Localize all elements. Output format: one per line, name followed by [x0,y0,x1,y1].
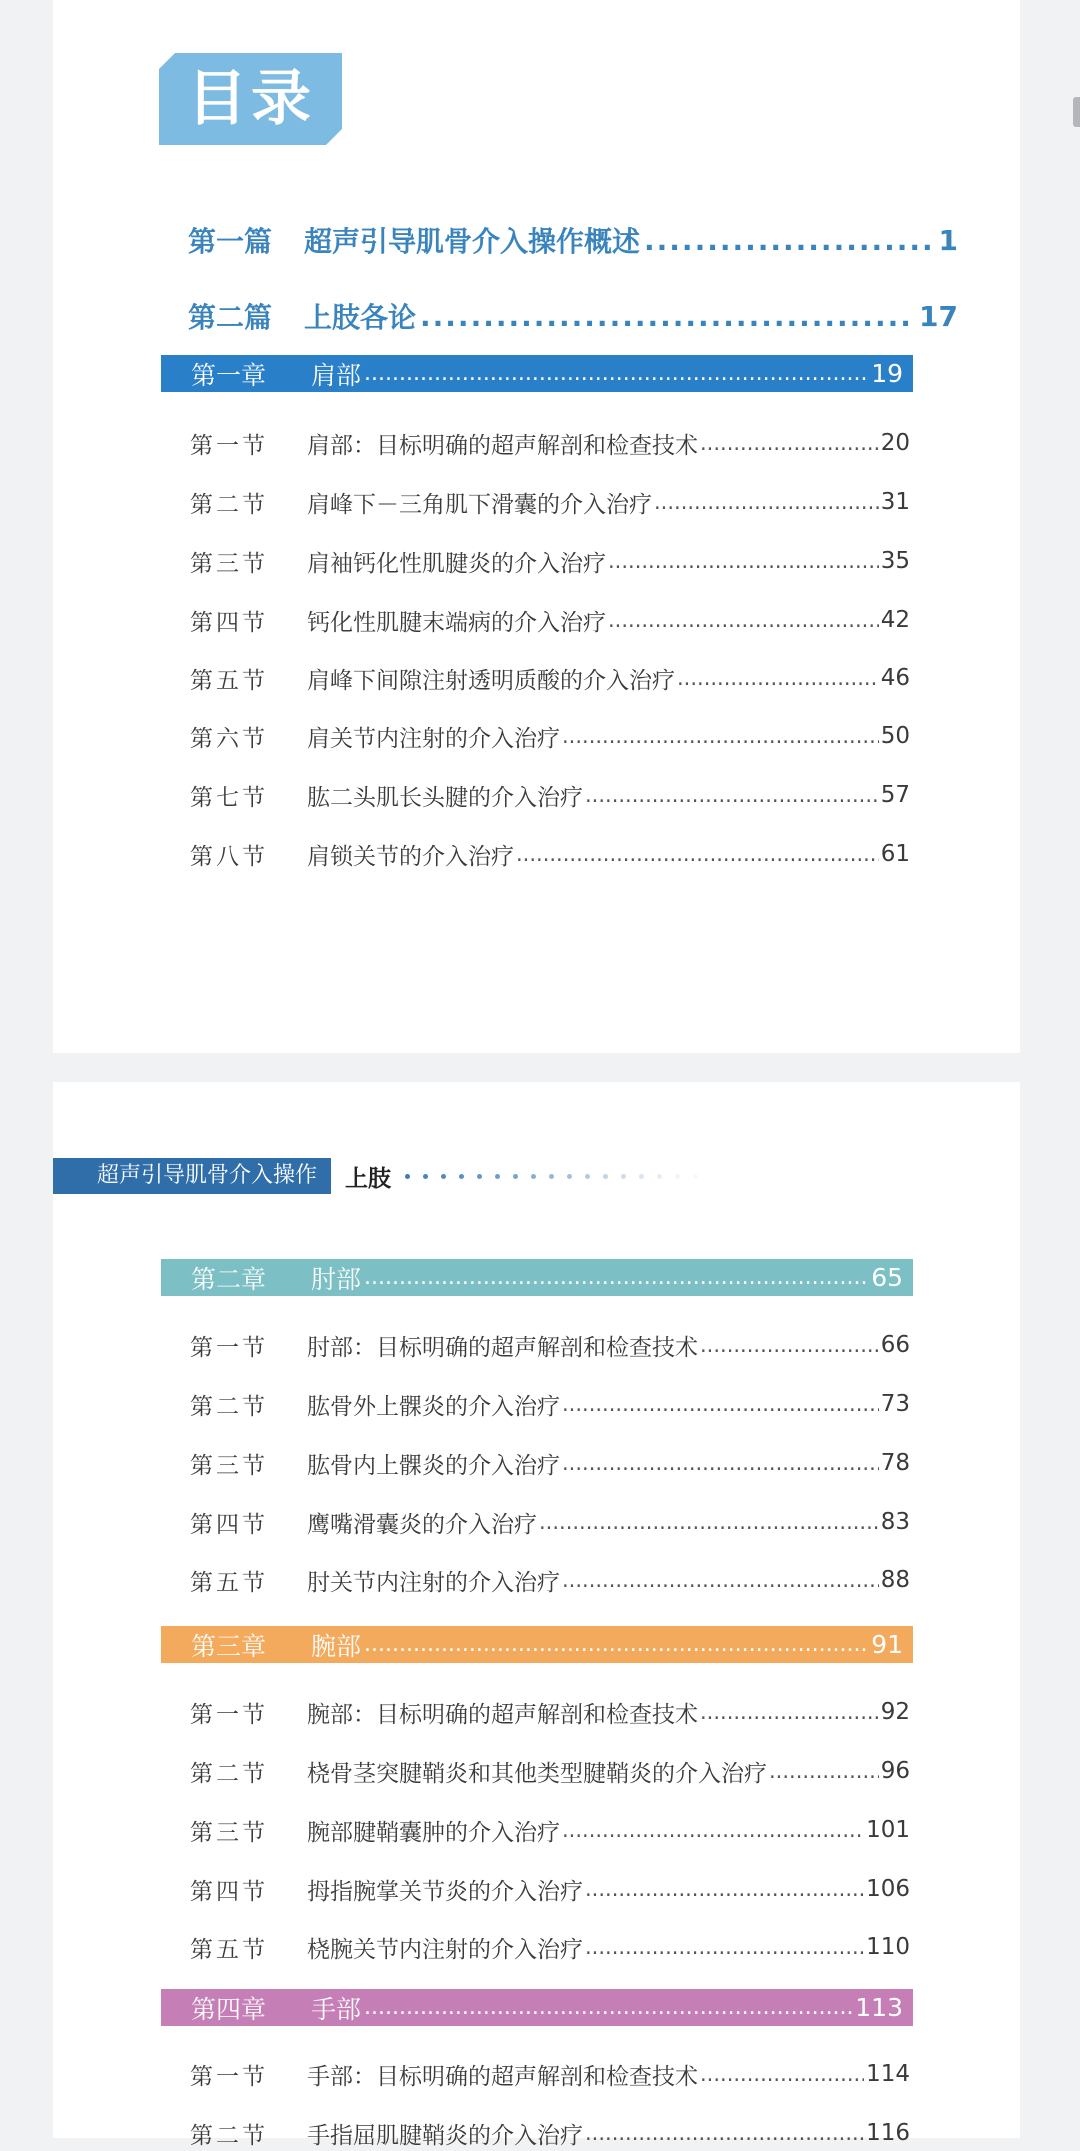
section-number: 第八节 [190,843,268,870]
leader-dots [677,666,879,690]
leader-dots [364,1265,868,1290]
toc-section[interactable] [190,1562,910,1598]
toc-section[interactable] [190,1753,910,1789]
section-number: 第二节 [190,2122,268,2149]
toc-section[interactable] [190,777,910,813]
section-number: 第五节 [190,1569,268,1596]
leader-dots [585,2121,864,2145]
chapter-title: 肩部 [311,360,362,390]
toc-chapter-2[interactable] [161,1259,913,1296]
toc-section[interactable] [190,2056,910,2092]
toc-chapter-3[interactable] [161,1626,913,1663]
leader-dots [562,1392,879,1416]
section-number: 第二节 [190,1393,268,1420]
section-number: 第一节 [190,432,268,459]
leader-dots [700,1333,879,1357]
section-number: 第四节 [190,1878,268,1905]
section-page: 66 [880,1332,910,1358]
section-page: 96 [880,1758,910,1784]
part-number: 第二篇 [188,301,273,334]
section-number: 第三节 [190,1819,268,1846]
leader-dots [644,224,935,257]
leader-dots [562,1451,879,1475]
chapter-title: 肘部 [311,1264,362,1294]
section-page: 88 [880,1567,910,1593]
chapter-page: 91 [871,1630,903,1659]
toc-section[interactable] [190,425,910,461]
section-page: 42 [880,607,910,633]
toc-section[interactable] [190,1327,910,1363]
toc-section[interactable] [190,1386,910,1422]
section-title: 肩部：目标明确的超声解剖和检查技术 [307,432,698,459]
toc-chapter-4[interactable] [161,1989,913,2026]
section-number: 第四节 [190,1511,268,1538]
chapter-number: 第四章 [191,1994,267,2024]
section-number: 第一节 [190,1334,268,1361]
chapter-title: 手部 [311,1994,362,2024]
section-title: 肱骨内上髁炎的介入治疗 [307,1452,560,1479]
section-number: 第二节 [190,1760,268,1787]
section-page: 73 [880,1391,910,1417]
toc-section[interactable] [190,1871,910,1907]
section-page: 35 [880,548,910,574]
leader-dots [364,361,868,386]
chapter-number: 第三章 [191,1631,267,1661]
section-title: 桡骨茎突腱鞘炎和其他类型腱鞘炎的介入治疗 [307,1760,767,1787]
chapter-number: 第二章 [191,1264,267,1294]
toc-part-2[interactable] [188,294,958,338]
running-header-book-title: 超声引导肌骨介入操作 [53,1158,331,1194]
chapter-page: 113 [855,1993,903,2022]
section-title: 桡腕关节内注射的介入治疗 [307,1936,583,1963]
section-page: 92 [880,1699,910,1725]
section-page: 31 [880,489,910,515]
leader-dots [608,608,879,632]
section-page: 20 [880,430,910,456]
leader-dots [364,1632,868,1657]
section-page: 57 [880,782,910,808]
running-header-part: 上肢 [345,1164,392,1192]
leader-dots [585,1935,864,1959]
section-number: 第一节 [190,2063,268,2090]
section-page: 46 [880,665,910,691]
toc-section[interactable] [190,1929,910,1965]
section-page: 110 [866,1934,910,1960]
toc-section[interactable] [190,1812,910,1848]
toc-part-1[interactable] [188,218,958,262]
section-number: 第四节 [190,609,268,636]
part-page: 1 [938,223,958,257]
section-title: 肩关节内注射的介入治疗 [307,725,560,752]
section-title: 肘部：目标明确的超声解剖和检查技术 [307,1334,698,1361]
section-title: 肱骨外上髁炎的介入治疗 [307,1393,560,1420]
leader-dots [516,842,879,866]
section-title: 肩峰下间隙注射透明质酸的介入治疗 [307,667,675,694]
leader-dots [562,1818,864,1842]
toc-section[interactable] [190,484,910,520]
toc-page-1 [53,0,1020,1053]
section-title: 腕部：目标明确的超声解剖和检查技术 [307,1701,698,1728]
section-title: 肱二头肌长头腱的介入治疗 [307,784,583,811]
section-page: 116 [866,2120,910,2146]
decorative-dots [405,1174,711,1179]
leader-dots [700,2062,864,2086]
section-number: 第三节 [190,550,268,577]
leader-dots [585,783,879,807]
leader-dots [539,1510,879,1534]
section-number: 第二节 [190,491,268,518]
leader-dots [700,431,879,455]
toc-section[interactable] [190,718,910,754]
toc-section[interactable] [190,2115,910,2151]
leader-dots [562,1568,879,1592]
chapter-title: 腕部 [311,1631,362,1661]
section-title: 拇指腕掌关节炎的介入治疗 [307,1878,583,1905]
leader-dots [585,1877,864,1901]
section-number: 第三节 [190,1452,268,1479]
leader-dots [769,1759,879,1783]
section-title: 手指屈肌腱鞘炎的介入治疗 [307,2122,583,2149]
leader-dots [364,1995,852,2020]
section-title: 手部：目标明确的超声解剖和检查技术 [307,2063,698,2090]
toc-chapter-1[interactable] [161,355,913,392]
section-title: 肩袖钙化性肌腱炎的介入治疗 [307,550,606,577]
chapter-number: 第一章 [191,360,267,390]
section-page: 83 [880,1509,910,1535]
section-page: 61 [880,841,910,867]
section-title: 肘关节内注射的介入治疗 [307,1569,560,1596]
section-number: 第六节 [190,725,268,752]
toc-section[interactable] [190,602,910,638]
section-page: 114 [866,2061,910,2087]
scrollbar-thumb[interactable] [1073,97,1080,127]
part-title: 上肢各论 [304,301,417,334]
leader-dots [700,1700,879,1724]
leader-dots [420,300,915,333]
section-number: 第五节 [190,1936,268,1963]
part-title: 超声引导肌骨介入操作概述 [304,225,641,258]
section-number: 第七节 [190,784,268,811]
toc-title-tag [159,53,342,145]
section-title: 钙化性肌腱末端病的介入治疗 [307,609,606,636]
chapter-page: 19 [871,359,903,388]
toc-title: 目录 [187,64,315,134]
section-title: 腕部腱鞘囊肿的介入治疗 [307,1819,560,1846]
part-page: 17 [919,299,958,333]
toc-section[interactable] [190,543,910,579]
toc-section[interactable] [190,1504,910,1540]
toc-section[interactable] [190,1445,910,1481]
section-number: 第一节 [190,1701,268,1728]
toc-section[interactable] [190,1694,910,1730]
toc-page-2 [53,1082,1020,2149]
running-header [53,1158,711,1194]
section-title: 肩峰下－三角肌下滑囊的介入治疗 [307,491,652,518]
section-title: 鹰嘴滑囊炎的介入治疗 [307,1511,537,1538]
section-page: 50 [880,723,910,749]
part-number: 第一篇 [188,225,273,258]
chapter-page: 65 [871,1263,903,1292]
toc-section[interactable] [190,836,910,872]
section-page: 101 [866,1817,910,1843]
section-page: 78 [880,1450,910,1476]
leader-dots [562,724,879,748]
section-number: 第五节 [190,667,268,694]
section-page: 106 [866,1876,910,1902]
leader-dots [608,549,879,573]
toc-section[interactable] [190,660,910,696]
leader-dots [654,490,879,514]
section-title: 肩锁关节的介入治疗 [307,843,514,870]
